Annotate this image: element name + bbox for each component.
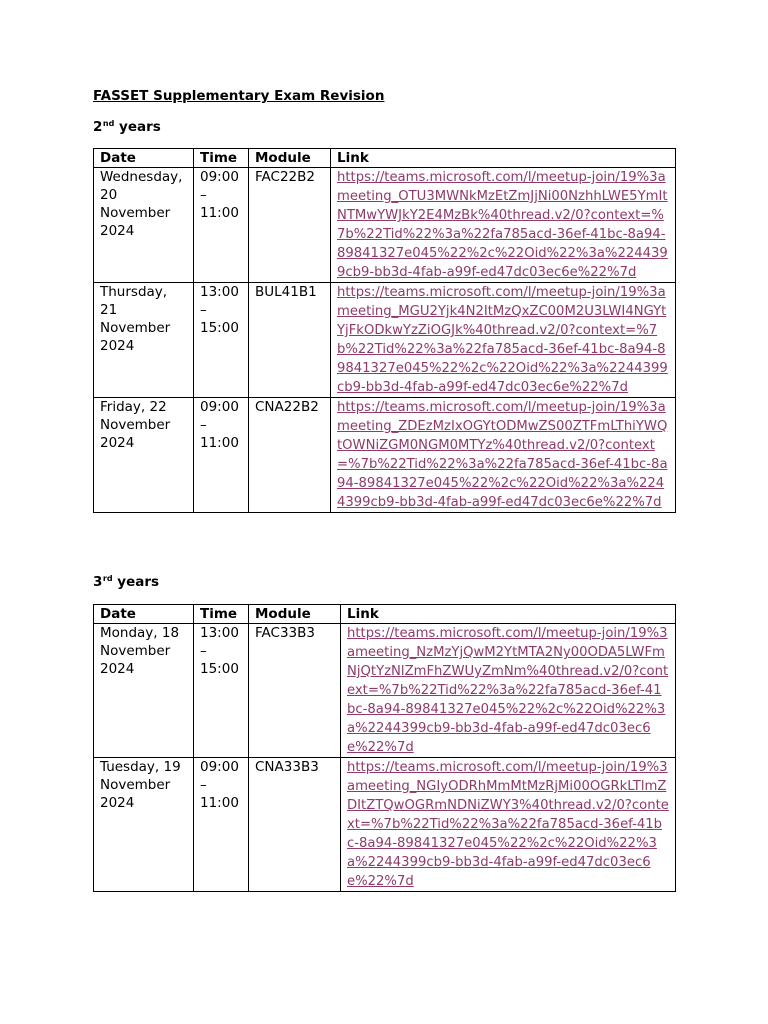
schedule-table-2nd-years <box>93 148 676 513</box>
column-header-link: Link <box>341 605 676 624</box>
column-header-link: Link <box>331 149 676 168</box>
date-cell: Monday, 18 November 2024 <box>94 624 194 758</box>
table-header-row <box>94 149 676 168</box>
heading-rest: years <box>112 574 160 590</box>
module-cell: FAC33B3 <box>249 624 341 758</box>
table-row <box>94 624 676 758</box>
heading-ordinal-suffix: nd <box>102 119 115 128</box>
link-cell <box>331 283 676 398</box>
teams-meeting-link[interactable]: https://teams.microsoft.com/l/meetup-join/19%3ameeting_ZDEzMzIxOGYtODMwZS00ZTFmLThiYWQtOWNiZGM0NGM0MTYz%40thread.v2/0?context=%7b%22Tid%22%3a%22fa785acd-36ef-41bc-8a94-89841327e045%22%2c%22Oid%22%3a%2244399cb9-bb3d-4fab-a99f-ed47dc03ec6e%22%7d <box>337 400 668 510</box>
table-header-row <box>94 605 676 624</box>
time-cell: 09:00 – 11:00 <box>194 398 249 513</box>
link-cell <box>341 624 676 758</box>
link-cell <box>331 398 676 513</box>
table-row <box>94 283 676 398</box>
column-header-date: Date <box>94 605 194 624</box>
heading-number: 3 <box>93 574 103 590</box>
date-cell: Thursday, 21 November 2024 <box>94 283 194 398</box>
link-cell <box>331 168 676 283</box>
table-row <box>94 758 676 892</box>
heading-number: 2 <box>93 119 103 135</box>
date-cell: Tuesday, 19 November 2024 <box>94 758 194 892</box>
module-cell: CNA33B3 <box>249 758 341 892</box>
section-heading-3rd-years <box>93 574 159 590</box>
time-cell: 09:00 – 11:00 <box>194 168 249 283</box>
heading-rest: years <box>114 119 161 135</box>
table-row <box>94 398 676 513</box>
module-cell: FAC22B2 <box>249 168 331 283</box>
column-header-module: Module <box>249 605 341 624</box>
time-cell: 13:00 – 15:00 <box>194 624 249 758</box>
schedule-table-3rd-years <box>93 604 676 892</box>
teams-meeting-link[interactable]: https://teams.microsoft.com/l/meetup-join/19%3ameeting_OTU3MWNkMzEtZmJjNi00NzhhLWE5YmItNTMwYWJkY2E4MzBk%40thread.v2/0?context=%7b%22Tid%22%3a%22fa785acd-36ef-41bc-8a94-89841327e045%22%2c%22Oid%22%3a%2244399cb9-bb3d-4fab-a99f-ed47dc03ec6e%22%7d <box>337 170 668 280</box>
document-title: FASSET Supplementary Exam Revision <box>93 88 385 104</box>
teams-meeting-link[interactable]: https://teams.microsoft.com/l/meetup-join/19%3ameeting_MGU2Yjk4N2ItMzQxZC00M2U3LWI4NGYtYjFkODkwYzZiOGJk%40thread.v2/0?context=%7b%22Tid%22%3a%22fa785acd-36ef-41bc-8a94-89841327e045%22%2c%22Oid%22%3a%2244399cb9-bb3d-4fab-a99f-ed47dc03ec6e%22%7d <box>337 285 668 395</box>
column-header-module: Module <box>249 149 331 168</box>
teams-meeting-link[interactable]: https://teams.microsoft.com/l/meetup-join/19%3ameeting_NGIyODRhMmMtMzRjMi00OGRkLTlmZDItZTQwOGRmNDNiZWY3%40thread.v2/0?context=%7b%22Tid%22%3a%22fa785acd-36ef-41bc-8a94-89841327e045%22%2c%22Oid%22%3a%2244399cb9-bb3d-4fab-a99f-ed47dc03ec6e%22%7d <box>347 760 669 889</box>
table-row <box>94 168 676 283</box>
date-cell: Wednesday, 20 November 2024 <box>94 168 194 283</box>
section-heading-2nd-years <box>93 119 161 135</box>
column-header-time: Time <box>194 149 249 168</box>
module-cell: BUL41B1 <box>249 283 331 398</box>
link-cell <box>341 758 676 892</box>
column-header-time: Time <box>194 605 249 624</box>
time-cell: 13:00 – 15:00 <box>194 283 249 398</box>
date-cell: Friday, 22 November 2024 <box>94 398 194 513</box>
time-cell: 09:00 – 11:00 <box>194 758 249 892</box>
module-cell: CNA22B2 <box>249 398 331 513</box>
teams-meeting-link[interactable]: https://teams.microsoft.com/l/meetup-join/19%3ameeting_NzMzYjQwM2YtMTA2Ny00ODA5LWFmNjQtYzNlZmFhZWUyZmNm%40thread.v2/0?context=%7b%22Tid%22%3a%22fa785acd-36ef-41bc-8a94-89841327e045%22%2c%22Oid%22%3a%2244399cb9-bb3d-4fab-a99f-ed47dc03ec6e%22%7d <box>347 626 669 755</box>
heading-ordinal-suffix: rd <box>102 574 113 583</box>
column-header-date: Date <box>94 149 194 168</box>
